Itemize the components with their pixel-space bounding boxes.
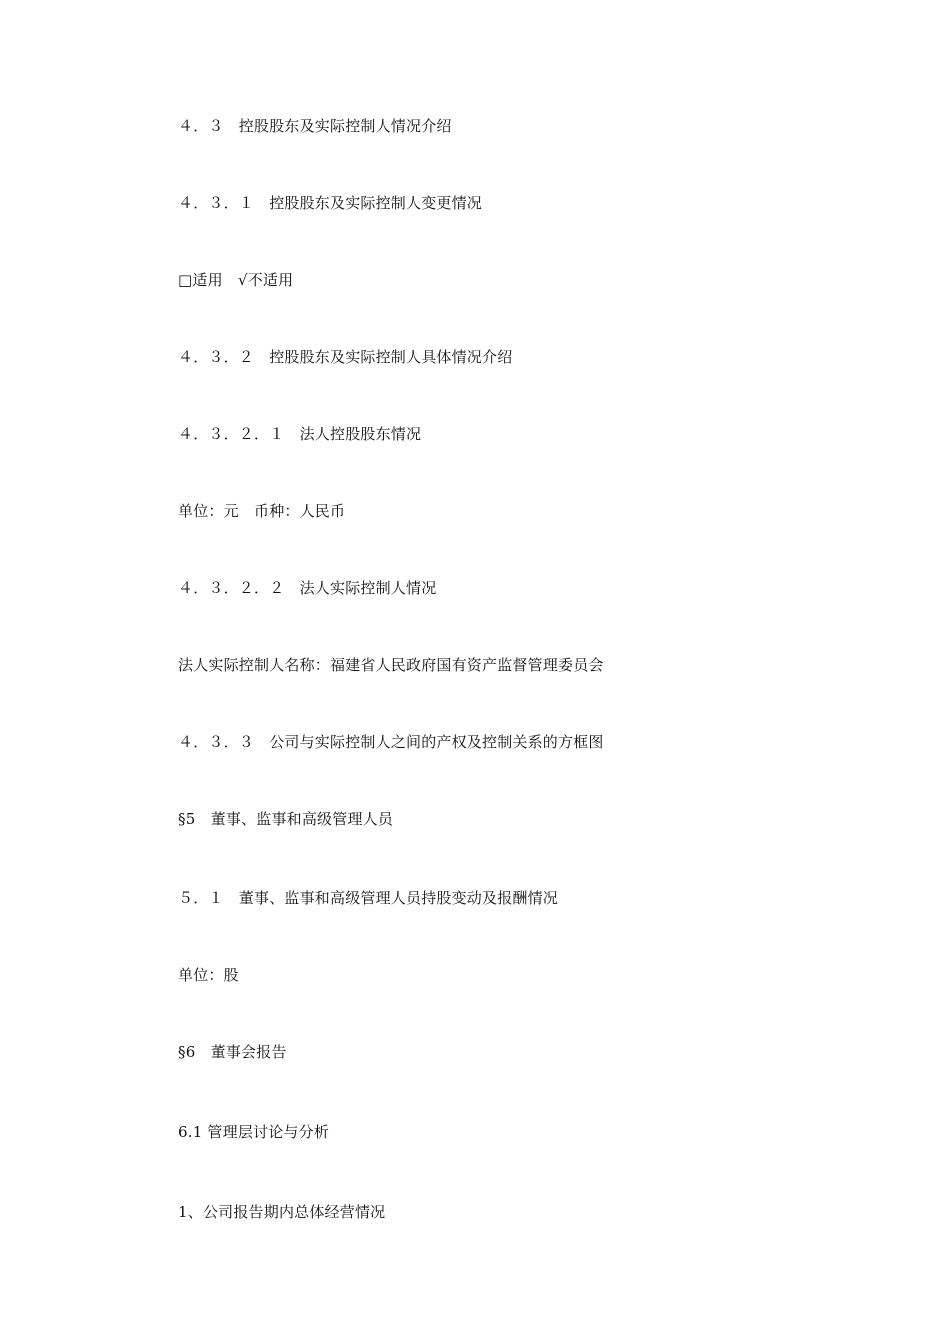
- heading-4-3-2-2: ４．３．２．２ 法人实际控制人情况: [178, 579, 437, 597]
- heading-6-1: 6.1 管理层讨论与分析: [178, 1123, 330, 1141]
- heading-4-3: ４．３ 控股股东及实际控制人情况介绍: [178, 117, 452, 135]
- item-1-line: 1、公司报告期内总体经营情况: [178, 1203, 386, 1221]
- controller-name-line: 法人实际控制人名称：福建省人民政府国有资产监督管理委员会: [178, 656, 604, 674]
- section-5-heading: §5 董事、监事和高级管理人员: [178, 810, 394, 828]
- heading-4-3-1: ４．３．１ 控股股东及实际控制人变更情况: [178, 194, 483, 212]
- heading-5-1: ５．１ 董事、监事和高级管理人员持股变动及报酬情况: [178, 889, 559, 907]
- unit-shares-line: 单位：股: [178, 966, 239, 984]
- heading-4-3-3: ４．３．３ 公司与实际控制人之间的产权及控制关系的方框图: [178, 733, 604, 751]
- applicability-line: □适用 √不适用: [178, 271, 294, 289]
- heading-4-3-2-1: ４．３．２．１ 法人控股股东情况: [178, 425, 422, 443]
- heading-4-3-2: ４．３．２ 控股股东及实际控制人具体情况介绍: [178, 348, 513, 366]
- unit-currency-line: 单位：元 币种：人民币: [178, 502, 346, 520]
- section-6-heading: §6 董事会报告: [178, 1043, 287, 1061]
